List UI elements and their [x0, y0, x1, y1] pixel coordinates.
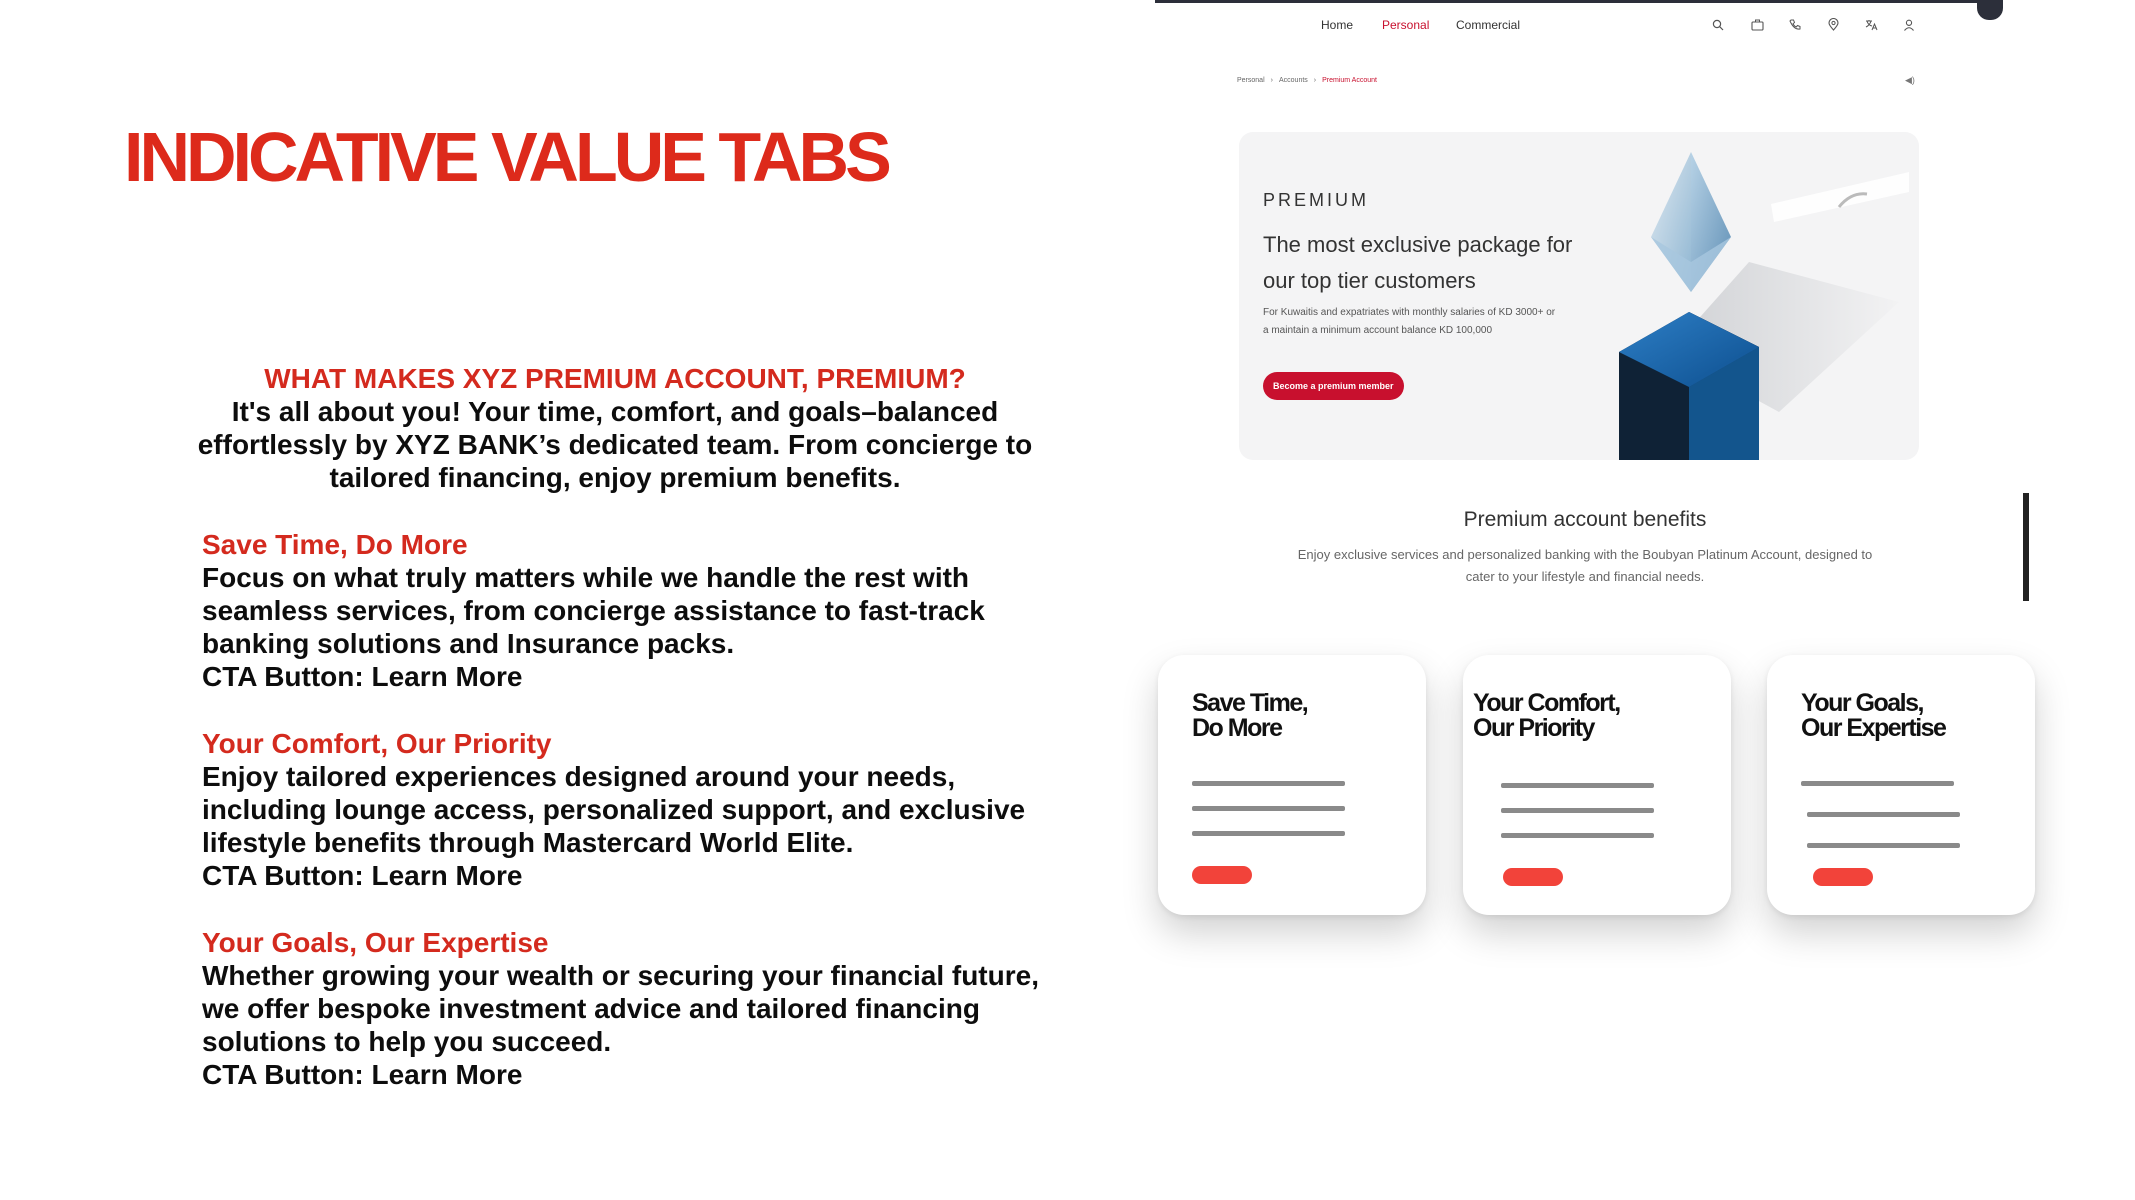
benefit-comfort: [202, 727, 1062, 892]
scrollbar-thumb[interactable]: [2023, 493, 2029, 601]
value-tab-goals[interactable]: [1767, 655, 2035, 915]
card-title-line: Our Expertise: [1801, 714, 1946, 742]
benefit-title: Your Comfort, Our Priority: [202, 728, 552, 759]
speaker-icon[interactable]: ◀): [1905, 75, 1915, 85]
browser-top-edge: [1155, 0, 2002, 3]
text-placeholder-line: [1801, 781, 1954, 786]
benefit-goals: [202, 926, 1062, 1091]
text-placeholder-line: [1192, 831, 1345, 836]
benefit-text: Whether growing your wealth or securing your financial future, we offer bespoke investment advice and tailored financing solutions to help you succeed.: [202, 960, 1039, 1057]
hero-eligibility-text: For Kuwaitis and expatriates with monthly salaries of KD 3000+ or a maintain a minimum account balance KD 100,000: [1263, 307, 1556, 336]
intro-block: [180, 362, 1050, 494]
intro-body: It's all about you! Your time, comfort, and goals–balanced effortlessly by XYZ BANK’s dedicated team. From concierge to tailored financing, enjoy premium benefits.: [197, 396, 1033, 493]
benefit-title: Your Goals, Our Expertise: [202, 927, 549, 958]
card-title: [1192, 691, 1392, 741]
cta-pill-button[interactable]: [1813, 868, 1873, 886]
phone-icon[interactable]: [1786, 18, 1804, 36]
text-placeholder-line: [1501, 783, 1654, 788]
hero-banner: [1239, 132, 1919, 460]
nav-personal[interactable]: Personal: [1382, 18, 1430, 32]
user-icon[interactable]: [1900, 18, 1918, 36]
card-title-line: Save Time,: [1192, 689, 1308, 717]
card-title-line: Your Goals,: [1801, 689, 1923, 717]
text-placeholder-line: [1192, 806, 1345, 811]
breadcrumb-personal[interactable]: Personal: [1237, 77, 1265, 84]
text-placeholder-line: [1807, 843, 1960, 848]
main-nav: [1155, 18, 2015, 38]
benefit-title: Save Time, Do More: [202, 529, 468, 560]
benefits-subtitle: Enjoy exclusive services and personalized banking with the Boubyan Platinum Account, designed to cater to your lifestyle and financial needs.: [1297, 547, 1873, 584]
cta-pill-button[interactable]: [1503, 868, 1563, 886]
briefcase-icon[interactable]: [1748, 18, 1766, 36]
text-placeholder-line: [1501, 808, 1654, 813]
text-placeholder-line: [1501, 833, 1654, 838]
hero-label: PREMIUM: [1263, 190, 1369, 210]
window-corner: [1977, 0, 2003, 20]
nav-commercial[interactable]: Commercial: [1456, 18, 1521, 32]
card-title-line: Our Priority: [1473, 714, 1594, 742]
become-premium-button[interactable]: Become a premium member: [1263, 372, 1404, 400]
value-tab-save-time[interactable]: [1158, 655, 1426, 915]
value-tab-comfort[interactable]: [1463, 655, 1731, 915]
intro-heading: WHAT MAKES XYZ PREMIUM ACCOUNT, PREMIUM?: [264, 363, 966, 394]
text-placeholder-line: [1192, 781, 1345, 786]
slide-title: INDICATIVE VALUE TABS: [124, 118, 888, 196]
search-icon[interactable]: [1709, 18, 1727, 36]
card-title-line: Do More: [1192, 714, 1282, 742]
card-title: [1801, 691, 2001, 741]
cta-pill-button[interactable]: [1192, 866, 1252, 884]
benefit-save-time: [202, 528, 1062, 693]
benefits-heading: Premium account benefits: [1463, 508, 1707, 531]
benefit-text: Focus on what truly matters while we handle the rest with seamless services, from concierge assistance to fast-track banking solutions and Insurance packs.: [202, 562, 985, 659]
website-mockup: [1155, 0, 2135, 1200]
card-title: [1473, 691, 1673, 741]
premium-crystal-illustration: [1599, 152, 1909, 460]
text-placeholder-line: [1807, 812, 1960, 817]
benefit-text: Enjoy tailored experiences designed around your needs, including lounge access, personalized support, and exclusive lifestyle benefits through Mastercard World Elite.: [202, 761, 1026, 858]
benefit-cta-note: CTA Button: Learn More: [202, 860, 523, 891]
nav-home[interactable]: Home: [1321, 18, 1354, 32]
card-title-line: Your Comfort,: [1473, 689, 1620, 717]
benefit-cta-note: CTA Button: Learn More: [202, 1059, 523, 1090]
breadcrumb-accounts[interactable]: Accounts: [1278, 77, 1308, 84]
hero-heading: The most exclusive package for our top tier customers: [1263, 232, 1573, 293]
location-icon[interactable]: [1824, 18, 1842, 36]
breadcrumb: Personal › Accounts › Premium Account: [1237, 77, 1377, 84]
breadcrumb-current: Premium Account: [1322, 77, 1377, 84]
translate-icon[interactable]: [1862, 18, 1880, 36]
benefit-cta-note: CTA Button: Learn More: [202, 661, 523, 692]
